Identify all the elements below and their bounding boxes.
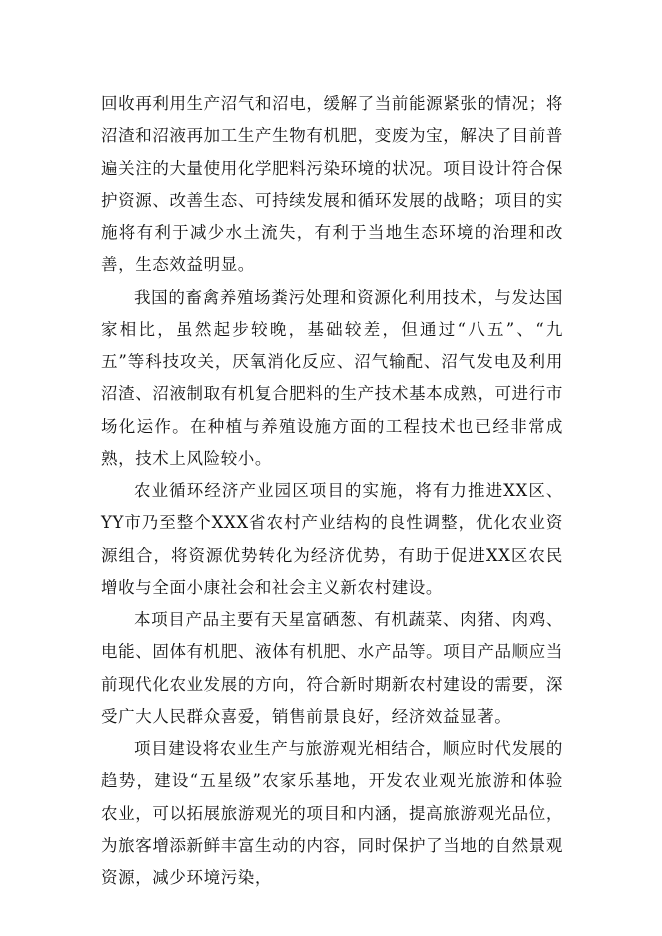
paragraph-continuation: 回收再利用生产沼气和沼电，缓解了当前能源紧张的情况；将沼渣和沼液再加工生产生物有机肥，变废为宝，解决了目前普遍关注的大量使用化学肥料污染环境的状况。项目设计符合保护资源、改善生态、可持续发展和循环发展的战略；项目的实施将有利于减少水土流失，有利于当地生态环境的治理和改善，生态效益明显。 <box>101 94 563 275</box>
paragraph-industrial-park: 农业循环经济产业园区项目的实施，将有力推进XX区、YY市乃至整个XXX省农村产业结构的良性调整，优化农业资源组合，将资源优势转化为经济优势，有助于促进XX区农民增收与全面小康社会和社会主义新农村建设。 <box>101 481 563 597</box>
paragraph-products: 本项目产品主要有天星富硒葱、有机蔬菜、肉猪、肉鸡、电能、固体有机肥、液体有机肥、水产品等。项目产品顺应当前现代化农业发展的方向，符合新时期新农村建设的需要，深受广大人民群众喜爱，销售前景良好，经济效益显著。 <box>101 610 563 726</box>
paragraph-tourism: 项目建设将农业生产与旅游观光相结合，顺应时代发展的趋势，建设“五星级”农家乐基地，开发农业观光旅游和体验农业，可以拓展旅游观光的项目和内涵，提高旅游观光品位，为旅客增添新鲜丰富生动的内容，同时保护了当地的自然景观资源，减少环境污染， <box>101 739 563 887</box>
body-text <box>101 88 563 894</box>
paragraph-technology: 我国的畜禽养殖场粪污处理和资源化利用技术，与发达国家相比，虽然起步较晚，基础较差，但通过“八五”、“九五”等科技攻关，厌氧消化反应、沼气输配、沼气发电及利用沼渣、沼液制取有机复合肥料的生产技术基本成熟，可进行市场化运作。在种植与养殖设施方面的工程技术也已经非常成熟，技术上风险较小。 <box>101 287 563 468</box>
